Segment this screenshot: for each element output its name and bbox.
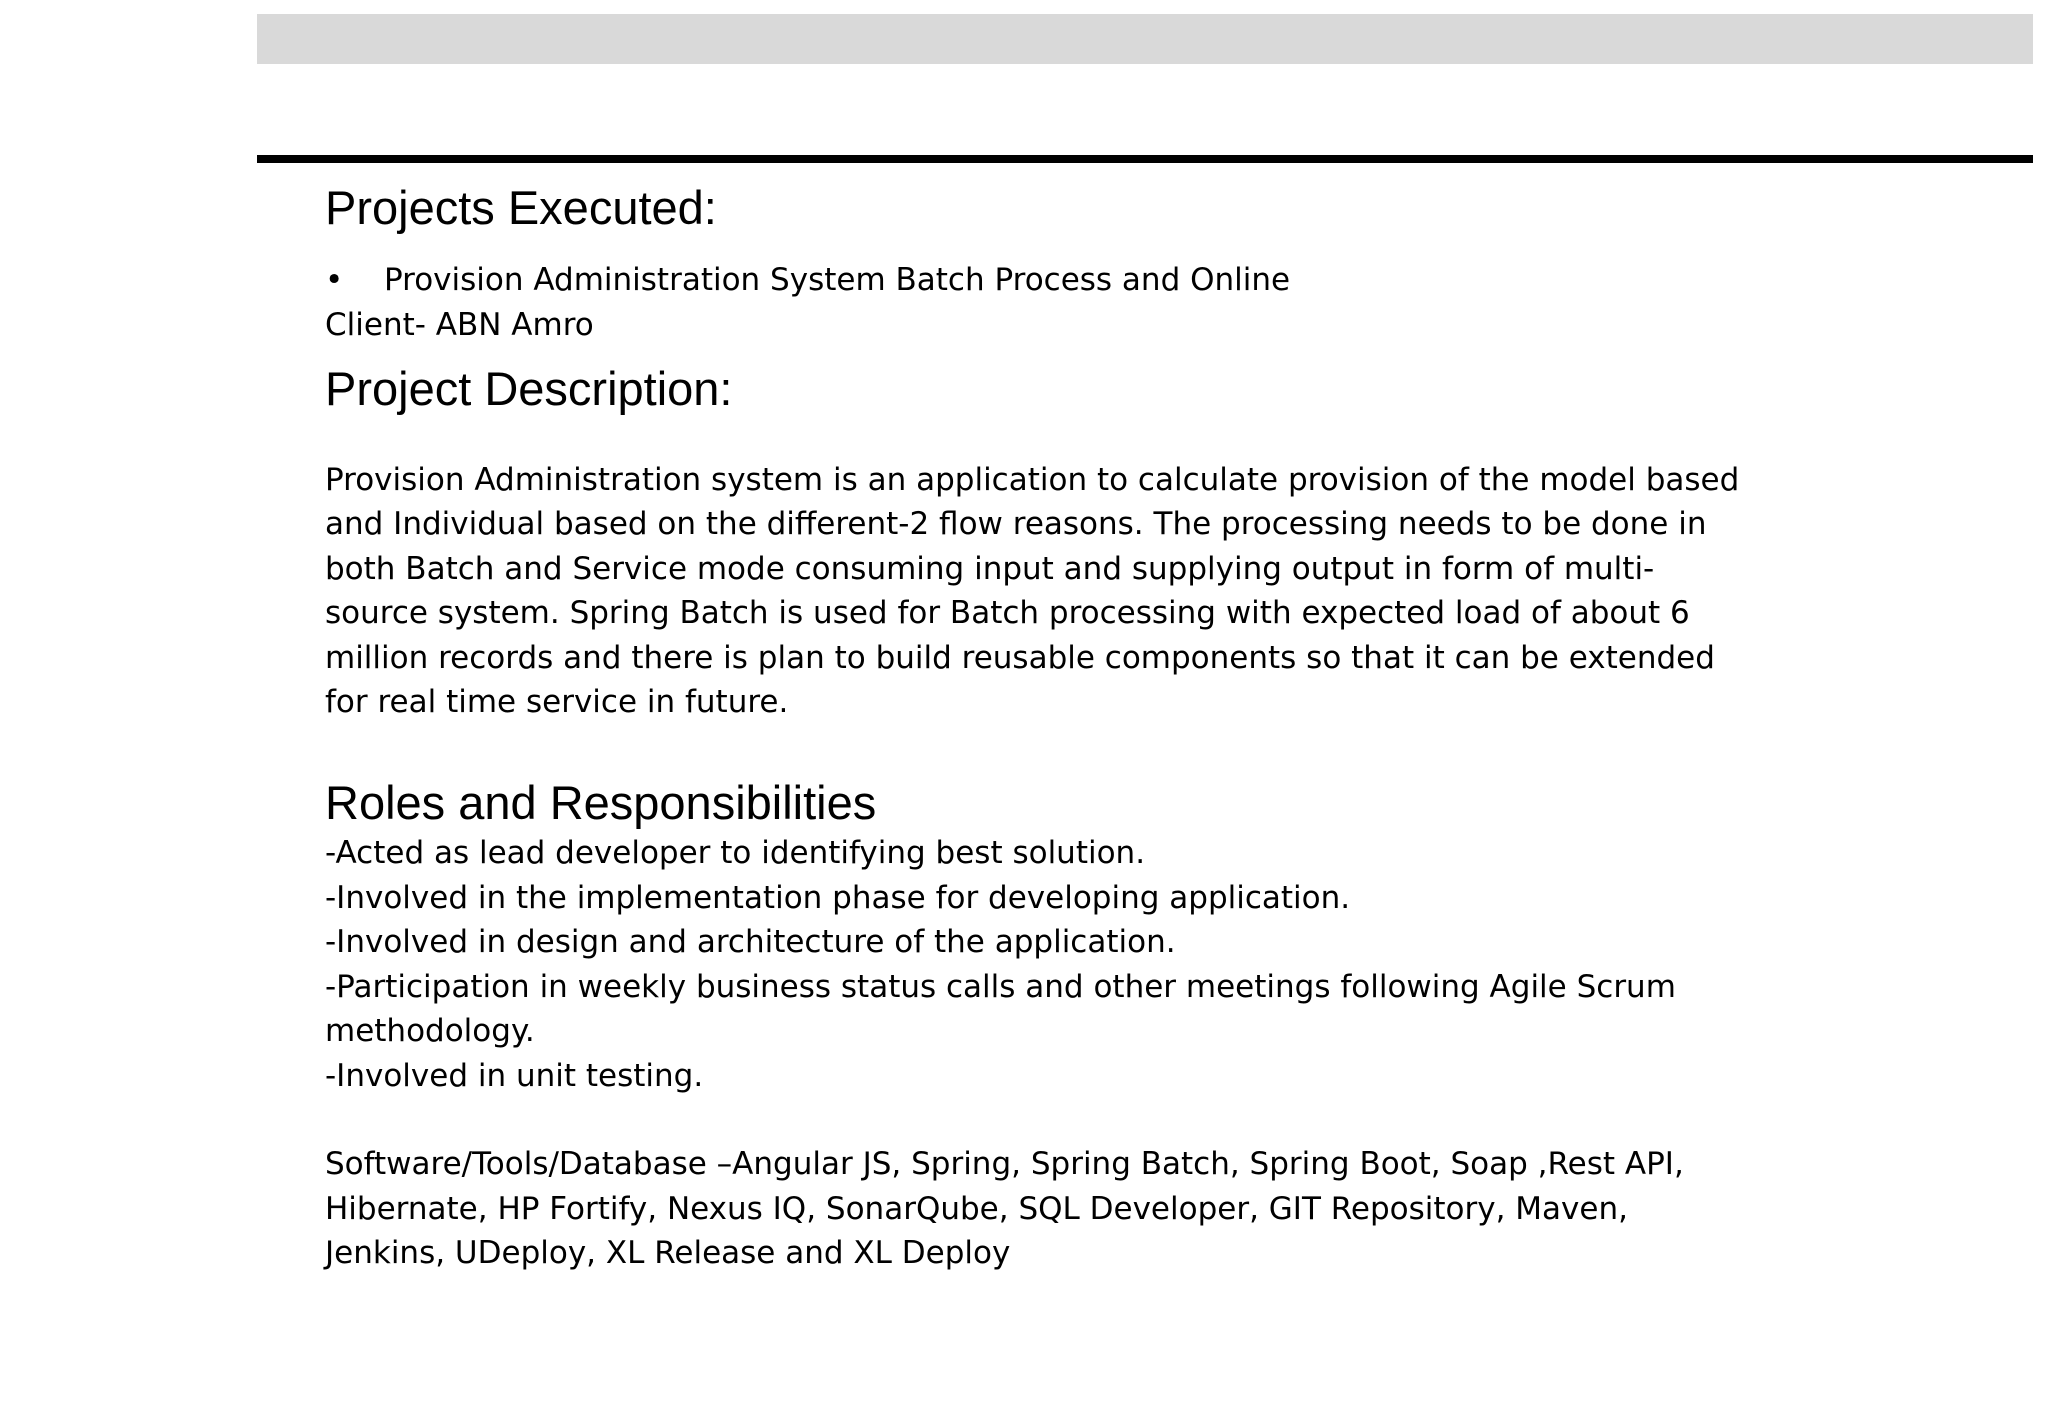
projects-executed-heading: Projects Executed: bbox=[325, 181, 717, 234]
document-body bbox=[325, 180, 1785, 1276]
project-entry bbox=[325, 258, 1785, 347]
project-description-text bbox=[325, 458, 1785, 725]
description-line: for real time service in future. bbox=[325, 684, 789, 721]
tools-line: Software/Tools/Database –Angular JS, Spring, Spring Batch, Spring Boot, Soap ,Rest API, bbox=[325, 1146, 1684, 1183]
project-bullet-item bbox=[325, 258, 1785, 303]
description-line: source system. Spring Batch is used for Batch processing with expected load of about 6 bbox=[325, 595, 1690, 632]
tools-line: Hibernate, HP Fortify, Nexus IQ, SonarQube, SQL Developer, GIT Repository, Maven, bbox=[325, 1190, 1628, 1227]
bullet-icon: • bbox=[325, 262, 344, 299]
project-description-heading: Project Description: bbox=[325, 362, 733, 416]
tools-list bbox=[325, 1142, 1785, 1276]
section-divider bbox=[257, 155, 2033, 163]
roles-list bbox=[325, 831, 1785, 1098]
role-item: -Acted as lead developer to identifying best solution. bbox=[325, 835, 1146, 872]
project-name: Provision Administration System Batch Process and Online bbox=[384, 262, 1291, 299]
description-line: million records and there is plan to build reusable components so that it can be extended bbox=[325, 639, 1715, 676]
tools-line: Jenkins, UDeploy, XL Release and XL Deploy bbox=[325, 1235, 1011, 1272]
role-item: -Participation in weekly business status calls and other meetings following Agile Scrum bbox=[325, 968, 1676, 1005]
description-line: Provision Administration system is an application to calculate provision of the model based bbox=[325, 461, 1740, 498]
client-name: Client- ABN Amro bbox=[325, 306, 594, 343]
roles-heading: Roles and Responsibilities bbox=[325, 775, 877, 829]
role-item: -Involved in design and architecture of the application. bbox=[325, 924, 1176, 961]
role-item: methodology. bbox=[325, 1013, 535, 1050]
role-item: -Involved in the implementation phase for developing application. bbox=[325, 879, 1351, 916]
role-item: -Involved in unit testing. bbox=[325, 1057, 704, 1094]
description-line: and Individual based on the different-2 flow reasons. The processing needs to be done in bbox=[325, 506, 1707, 543]
header-band bbox=[257, 14, 2033, 64]
description-line: both Batch and Service mode consuming input and supplying output in form of multi- bbox=[325, 550, 1655, 587]
